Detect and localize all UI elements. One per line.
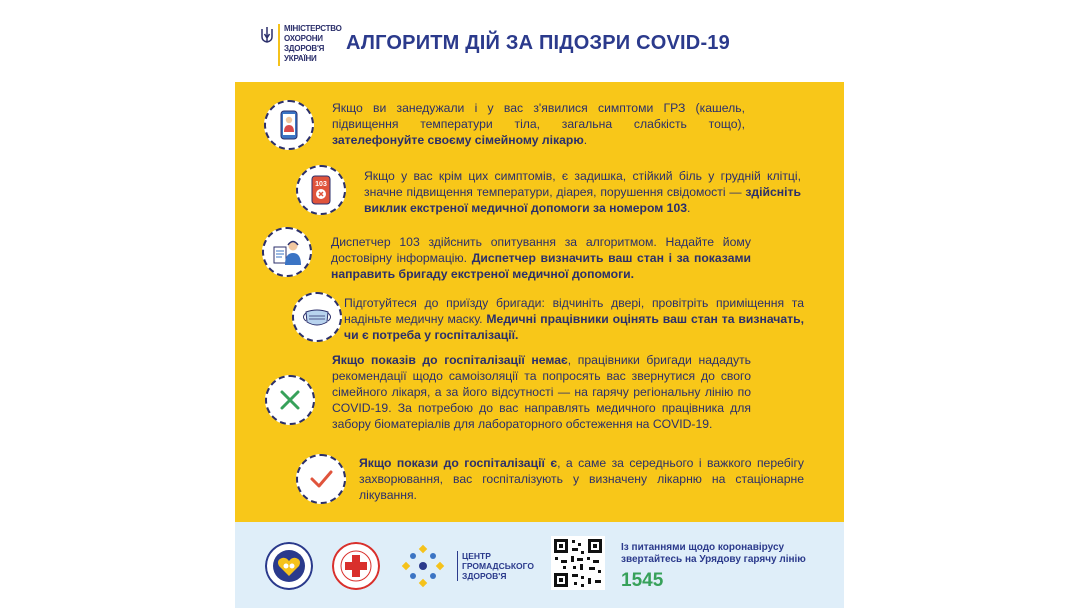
ministry-logo [260, 24, 348, 66]
step-4-text [344, 295, 804, 343]
step-6-icon-badge [296, 454, 346, 504]
ministry-name [284, 24, 348, 64]
step-emphasis: Медичні працівники оцінять ваш стан та визначать, чи є потреба у госпіталізації. [344, 312, 805, 342]
step-3-text [331, 234, 751, 282]
dispatcher-icon [270, 235, 304, 269]
algorithm-panel [235, 82, 844, 522]
ministry-line: ОХОРОНИ [284, 34, 323, 43]
step-4-icon-badge [292, 292, 342, 342]
emergency-103-phone-icon [304, 173, 338, 207]
ministry-line: УКРАЇНИ [284, 54, 317, 63]
ministry-line: ЗДОРОВ'Я [284, 44, 325, 53]
hotline-info [621, 542, 821, 566]
step-2-icon-badge [296, 165, 346, 215]
step-text-end: . [687, 201, 691, 215]
public-health-center-logo [399, 542, 447, 590]
hotline-number[interactable]: 1545 [621, 570, 664, 591]
center-name-line: ЗДОРОВ'Я [462, 571, 507, 581]
step-1-text [332, 100, 745, 148]
hotline-line: Із питаннями щодо коронавірусу [621, 542, 785, 553]
step-emphasis: Якщо покази до госпіталізації є [359, 456, 558, 470]
ministry-divider [278, 24, 280, 66]
face-mask-icon [300, 300, 334, 334]
step-1-icon-badge [264, 100, 314, 150]
step-emphasis: Диспетчер визначить ваш стан і за показами направить бригаду екстреної медичної допомоги. [331, 251, 751, 281]
step-2-text [364, 168, 801, 216]
step-emphasis: Якщо показів до госпіталізації немає [332, 353, 568, 367]
step-text: Якщо ви занедужали і у вас з'явилися симптоми ГРЗ (кашель, підвищення температури тіла, загальна слабкість тощо), [332, 101, 745, 131]
step-6-text [359, 455, 804, 503]
page-title: АЛГОРИТМ ДІЙ ЗА ПІДОЗРИ COVID-19 [346, 32, 730, 54]
heart-organization-logo [265, 542, 313, 590]
svg-text:103: 103 [315, 181, 327, 188]
hotline-line: звертайтесь на Урядову гарячу лінію [621, 554, 806, 565]
check-mark-icon [304, 462, 338, 496]
step-text: Якщо у вас крім цих симптомів, є задишка, стійкий біль у грудній клітці, значне підвищення температури, діарея, порушення свідомості — [364, 169, 801, 199]
center-name-line: ГРОМАДСЬКОГО [462, 561, 534, 571]
public-health-center-name [457, 551, 534, 581]
footer-bar [235, 522, 844, 608]
step-text: , а саме за середнього і важкого перебігу захворювання, вас госпіталізують у визначену лікарню на стаціонарне лікування. [359, 456, 804, 502]
step-emphasis: зателефонуйте своєму сімейному лікарю [332, 133, 584, 147]
red-cross-logo [332, 542, 380, 590]
ministry-line: МІНІСТЕРСТВО [284, 24, 342, 33]
cross-mark-icon [273, 383, 307, 417]
step-5-text [332, 352, 751, 432]
doctor-phone-icon [272, 108, 306, 142]
step-text-end: . [583, 133, 588, 147]
step-3-icon-badge [262, 227, 312, 277]
step-text: Підготуйтеся до приїзду бригади: відчиніть двері, провітріть приміщення та надіньте медичну маску. [344, 296, 804, 326]
step-emphasis: здійсніть виклик екстреної медичної допомоги за номером 103 [364, 185, 801, 215]
step-text: , працівники бригади нададуть рекомендації щодо самоізоляції та попросять вас звернутися до свого сімейного лікаря, а за його відсутності — на гарячу регіональну лінію по COVID-19. За потребою до вас направлять медичного працівника для забору біоматеріалів для лабораторного обстеження на COVID-19. [332, 353, 751, 431]
step-5-icon-badge [265, 375, 315, 425]
qr-code-icon[interactable] [551, 536, 605, 590]
center-name-line: ЦЕНТР [462, 551, 491, 561]
step-text: Диспетчер 103 здійснить опитування за алгоритмом. Надайте йому достовірну інформацію. [331, 235, 751, 265]
trident-icon [260, 26, 274, 44]
